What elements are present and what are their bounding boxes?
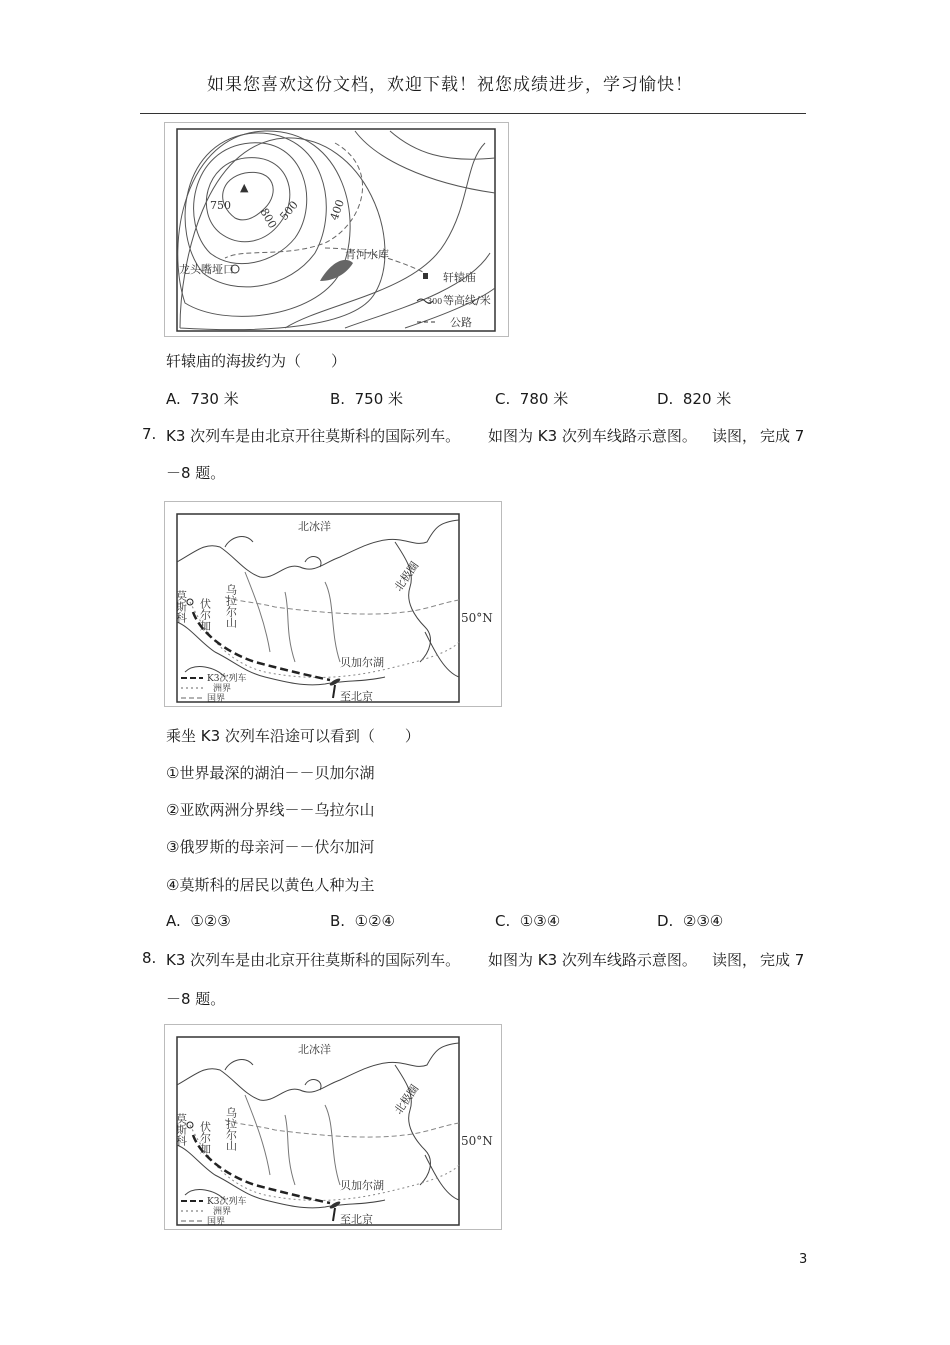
reservoir-label: 青河水库: [345, 248, 389, 261]
arctic-circle-label: 北极圈: [391, 1082, 422, 1117]
contour-label: 500: [277, 198, 301, 223]
q6-option-b[interactable]: [330, 388, 403, 409]
option-text: 750 米: [354, 390, 404, 408]
q7-statement-2: ②亚欧两洲分界线－－乌拉尔山: [166, 801, 375, 819]
latitude-label: 50°N: [461, 611, 493, 625]
q8-intro-cont: －8 题。: [166, 990, 226, 1008]
option-text: 730 米: [190, 390, 239, 408]
header-divider: [140, 113, 806, 114]
peak-marker-icon: ▲: [240, 181, 249, 194]
option-letter: A.: [166, 390, 181, 408]
q7-option-c[interactable]: [495, 912, 560, 930]
arctic-ocean-label: 北冰洋: [298, 520, 331, 533]
q7-intro-part-1: K3 次列车是由北京开往莫斯科的国际列车。: [166, 427, 461, 445]
latitude-label: 50°N: [461, 1134, 493, 1148]
legend-route: K3次列车: [207, 1197, 247, 1207]
legend-continent-border: 洲界: [213, 1207, 232, 1217]
q7-option-b[interactable]: [330, 912, 395, 930]
ural-label: 乌拉尔山: [224, 584, 238, 628]
option-letter: D.: [657, 912, 674, 930]
q7-option-a[interactable]: [166, 912, 231, 930]
map-legend: [181, 672, 246, 704]
option-text: ①③④: [519, 912, 561, 930]
contour-label: 800: [257, 206, 280, 231]
page-header: 如果您喜欢这份文档，欢迎下载！祝您成绩进步，学习愉快！: [207, 75, 693, 95]
q6-option-a[interactable]: [166, 388, 239, 409]
q7-intro-part-3: 读图，: [712, 427, 758, 445]
q7-statement-4: ④莫斯科的居民以黄色人种为主: [166, 876, 375, 894]
contour-label: 400: [327, 197, 348, 223]
option-text: ①②③: [190, 912, 231, 930]
page-number: 3: [799, 1252, 808, 1267]
q7-intro-part-4: 完成 7: [760, 427, 805, 445]
option-text: ②③④: [682, 912, 724, 930]
legend-contour: 等高线/米: [443, 294, 491, 307]
legend-country-border: 国界: [207, 1217, 226, 1227]
q7-intro-cont: －8 题。: [166, 464, 226, 482]
moscow-label: 莫斯科: [174, 1113, 188, 1146]
q8-intro-part-3: 读图，: [712, 951, 758, 969]
q7-number: 7.: [142, 425, 157, 443]
temple-icon: [423, 273, 428, 279]
to-beijing-label: 至北京: [340, 690, 373, 703]
k3-route-map: [164, 501, 502, 707]
baikal-label: 贝加尔湖: [340, 656, 384, 669]
map-legend: [181, 1195, 246, 1227]
q7-stem: 乘坐 K3 次列车沿途可以看到（ ）: [166, 727, 420, 745]
legend-continent-border: 洲界: [213, 684, 232, 694]
moscow-label: 莫斯科: [174, 590, 188, 623]
legend-route: K3次列车: [207, 674, 247, 684]
q8-intro-part-4: 完成 7: [760, 951, 805, 969]
pass-label: 龙头嘴垭口: [179, 263, 234, 276]
q8-number: 8.: [142, 949, 157, 967]
option-letter: B.: [330, 390, 346, 408]
k3-route-map-repeat: [164, 1024, 502, 1230]
legend-temple: 轩辕庙: [443, 271, 476, 284]
q8-intro-part-2: 如图为 K3 次列车线路示意图。: [488, 951, 697, 969]
option-letter: C.: [495, 390, 511, 408]
q7-statement-1: ①世界最深的湖泊－－贝加尔湖: [166, 764, 375, 782]
q7-intro-part-2: 如图为 K3 次列车线路示意图。: [488, 427, 697, 445]
legend-country-border: 国界: [207, 694, 226, 704]
volga-label: 伏尔加: [198, 1121, 212, 1154]
q8-intro-part-1: K3 次列车是由北京开往莫斯科的国际列车。: [166, 951, 461, 969]
q7-statement-3: ③俄罗斯的母亲河－－伏尔加河: [166, 838, 375, 856]
volga-label: 伏尔加: [198, 598, 212, 631]
arctic-ocean-label: 北冰洋: [298, 1043, 331, 1056]
ural-label: 乌拉尔山: [224, 1107, 238, 1151]
baikal-label: 贝加尔湖: [340, 1179, 384, 1192]
peak-elevation: 750: [210, 199, 231, 212]
legend-contour-value: 300: [427, 297, 443, 306]
option-text: 780 米: [519, 390, 569, 408]
q6-option-d[interactable]: [657, 388, 731, 409]
topographic-map: [164, 122, 509, 337]
option-letter: B.: [330, 912, 346, 930]
to-beijing-label: 至北京: [340, 1213, 373, 1226]
arctic-circle-label: 北极圈: [391, 559, 422, 594]
option-text: 820 米: [682, 390, 732, 408]
option-letter: C.: [495, 912, 511, 930]
q6-stem: 轩辕庙的海拔约为（ ）: [166, 352, 347, 370]
option-text: ①②④: [354, 912, 395, 930]
q6-option-c[interactable]: [495, 388, 568, 409]
option-letter: D.: [657, 390, 674, 408]
q7-option-d[interactable]: [657, 912, 723, 930]
legend-road: 公路: [450, 316, 472, 329]
option-letter: A.: [166, 912, 181, 930]
